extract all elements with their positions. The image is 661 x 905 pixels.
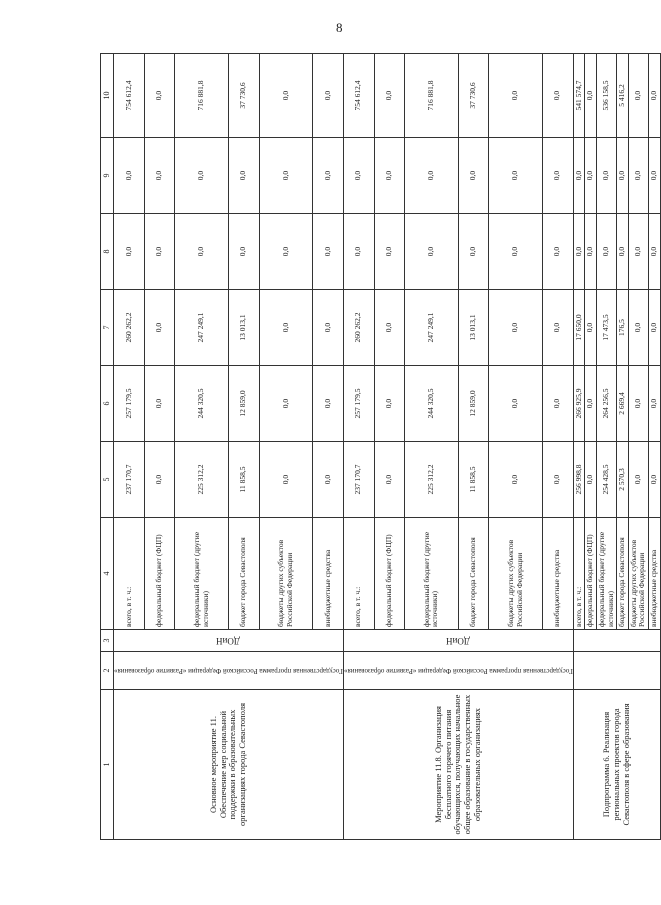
amount-cell-c7: 176,5 — [617, 290, 629, 366]
amount-cell-c9: 0,0 — [405, 138, 458, 214]
amount-cell-c8: 0,0 — [175, 214, 228, 290]
amount-cell-c8: 0,0 — [374, 214, 405, 290]
amount-cell-c8: 0,0 — [259, 214, 312, 290]
program-text: Государственная программа Российской Федерации «Развитие образования» — [114, 667, 343, 676]
header-cell: 9 — [101, 138, 114, 214]
page-number: 8 — [336, 20, 343, 35]
amount-cell-c10: 0,0 — [489, 54, 542, 138]
amount-cell-c9: 0,0 — [458, 138, 489, 214]
amount-cell-c5: 225 312,2 — [405, 442, 458, 518]
amount-cell-c6: 257 179,5 — [114, 366, 145, 442]
amount-cell-c6: 0,0 — [259, 366, 312, 442]
amount-cell-c10: 536 158,5 — [596, 54, 616, 138]
funding-source-cell: внебюджетные средства — [649, 518, 661, 630]
amount-cell-c5: 225 312,2 — [175, 442, 228, 518]
amount-cell-c7: 13 013,1 — [458, 290, 489, 366]
amount-cell-c6: 257 179,5 — [343, 366, 374, 442]
rotated-table-container — [100, 54, 658, 840]
amount-cell-c6: 264 256,5 — [596, 366, 616, 442]
amount-cell-c6: 12 859,0 — [228, 366, 259, 442]
amount-cell-c8: 0,0 — [649, 214, 661, 290]
header-cell: 1 — [101, 690, 114, 840]
amount-cell-c9: 0,0 — [573, 138, 585, 214]
activity-name-cell: Мероприятие 11.8. Организация бесплатного горячего питания обучающихся, получающих начальное общее образование в государственных образовательных организациях — [343, 690, 573, 840]
amount-cell-c8: 0,0 — [585, 214, 597, 290]
amount-cell-c8: 0,0 — [489, 214, 542, 290]
funding-source-cell: бюджеты других субъектов Российской Федерации — [259, 518, 312, 630]
executor-cell — [343, 630, 573, 652]
amount-cell-c7: 13 013,1 — [228, 290, 259, 366]
amount-cell-c7: 17 473,5 — [596, 290, 616, 366]
amount-cell-c9: 0,0 — [144, 138, 175, 214]
amount-cell-c5: 0,0 — [628, 442, 648, 518]
activity-name-cell: Подпрограмма 6. Реализация региональных проектов города Севастополя в сфере образования — [573, 690, 660, 840]
amount-cell-c10: 0,0 — [144, 54, 175, 138]
amount-cell-c5: 0,0 — [542, 442, 573, 518]
amount-cell-c9: 0,0 — [259, 138, 312, 214]
amount-cell-c10: 541 574,7 — [573, 54, 585, 138]
amount-cell-c6: 2 669,4 — [617, 366, 629, 442]
amount-cell-c9: 0,0 — [114, 138, 145, 214]
amount-cell-c8: 0,0 — [343, 214, 374, 290]
funding-source-cell: федеральный бюджет (другие источники) — [175, 518, 228, 630]
amount-cell-c9: 0,0 — [628, 138, 648, 214]
executor-text: ДОиН — [216, 635, 241, 646]
amount-cell-c10: 716 881,8 — [405, 54, 458, 138]
funding-source-cell: всего, в т. ч.: — [114, 518, 145, 630]
amount-cell-c7: 260 262,2 — [343, 290, 374, 366]
table-row — [114, 54, 145, 840]
amount-cell-c5: 0,0 — [649, 442, 661, 518]
amount-cell-c10: 0,0 — [542, 54, 573, 138]
header-cell: 3 — [101, 630, 114, 652]
amount-cell-c9: 0,0 — [489, 138, 542, 214]
amount-cell-c5: 0,0 — [313, 442, 344, 518]
amount-cell-c9: 0,0 — [343, 138, 374, 214]
amount-cell-c10: 37 730,6 — [228, 54, 259, 138]
amount-cell-c10: 5 416,2 — [617, 54, 629, 138]
header-cell: 8 — [101, 214, 114, 290]
amount-cell-c6: 244 320,5 — [175, 366, 228, 442]
amount-cell-c9: 0,0 — [649, 138, 661, 214]
amount-cell-c10: 0,0 — [649, 54, 661, 138]
amount-cell-c8: 0,0 — [596, 214, 616, 290]
amount-cell-c7: 0,0 — [259, 290, 312, 366]
funding-source-cell: федеральный бюджет (другие источники) — [405, 518, 458, 630]
executor-cell — [573, 630, 660, 652]
amount-cell-c7: 260 262,2 — [114, 290, 145, 366]
executor-text: ДОиН — [446, 635, 471, 646]
amount-cell-c7: 0,0 — [542, 290, 573, 366]
amount-cell-c5: 0,0 — [374, 442, 405, 518]
amount-cell-c5: 11 858,5 — [458, 442, 489, 518]
program-cell — [573, 652, 660, 690]
funding-source-cell: бюджет города Севастополя — [228, 518, 259, 630]
amount-cell-c5: 0,0 — [144, 442, 175, 518]
funding-source-cell: бюджет города Севастополя — [458, 518, 489, 630]
amount-cell-c7: 0,0 — [313, 290, 344, 366]
amount-cell-c10: 716 881,8 — [175, 54, 228, 138]
amount-cell-c6: 0,0 — [144, 366, 175, 442]
amount-cell-c8: 0,0 — [114, 214, 145, 290]
funding-source-cell: федеральный бюджет (ФЦП) — [585, 518, 597, 630]
amount-cell-c8: 0,0 — [313, 214, 344, 290]
amount-cell-c6: 0,0 — [628, 366, 648, 442]
amount-cell-c8: 0,0 — [542, 214, 573, 290]
amount-cell-c8: 0,0 — [405, 214, 458, 290]
amount-cell-c5: 254 428,5 — [596, 442, 616, 518]
amount-cell-c7: 247 249,1 — [175, 290, 228, 366]
funding-source-cell: бюджет города Севастополя — [617, 518, 629, 630]
amount-cell-c9: 0,0 — [228, 138, 259, 214]
amount-cell-c6: 0,0 — [542, 366, 573, 442]
funding-source-cell: бюджеты других субъектов Российской Федерации — [628, 518, 648, 630]
amount-cell-c8: 0,0 — [573, 214, 585, 290]
amount-cell-c10: 754 612,4 — [343, 54, 374, 138]
header-cell: 4 — [101, 518, 114, 630]
amount-cell-c6: 0,0 — [374, 366, 405, 442]
amount-cell-c7: 0,0 — [628, 290, 648, 366]
amount-cell-c10: 0,0 — [374, 54, 405, 138]
amount-cell-c6: 0,0 — [313, 366, 344, 442]
header-cell: 5 — [101, 442, 114, 518]
amount-cell-c10: 0,0 — [585, 54, 597, 138]
amount-cell-c6: 0,0 — [649, 366, 661, 442]
amount-cell-c6: 0,0 — [489, 366, 542, 442]
amount-cell-c7: 0,0 — [585, 290, 597, 366]
amount-cell-c5: 0,0 — [585, 442, 597, 518]
amount-cell-c7: 247 249,1 — [405, 290, 458, 366]
funding-source-cell: федеральный бюджет (другие источники) — [596, 518, 616, 630]
program-text: Государственная программа Российской Федерации «Развитие образования» — [343, 667, 573, 676]
amount-cell-c6: 12 859,0 — [458, 366, 489, 442]
budget-table — [100, 53, 661, 840]
amount-cell-c5: 11 858,5 — [228, 442, 259, 518]
table-row — [573, 54, 585, 840]
funding-source-cell: всего, в т. ч.: — [573, 518, 585, 630]
amount-cell-c6: 0,0 — [585, 366, 597, 442]
amount-cell-c10: 0,0 — [313, 54, 344, 138]
activity-name-cell: Основное мероприятие 11. Обеспечение мер социальной поддержки в образовательных организациях города Севастополя — [114, 690, 344, 840]
header-row — [101, 54, 114, 840]
funding-source-cell: бюджеты других субъектов Российской Федерации — [489, 518, 542, 630]
amount-cell-c10: 754 612,4 — [114, 54, 145, 138]
funding-source-cell: федеральный бюджет (ФЦП) — [374, 518, 405, 630]
amount-cell-c10: 0,0 — [259, 54, 312, 138]
program-cell — [114, 652, 344, 690]
amount-cell-c9: 0,0 — [313, 138, 344, 214]
header-cell: 10 — [101, 54, 114, 138]
amount-cell-c6: 244 320,5 — [405, 366, 458, 442]
executor-cell — [114, 630, 344, 652]
amount-cell-c10: 0,0 — [628, 54, 648, 138]
header-cell: 6 — [101, 366, 114, 442]
header-cell: 2 — [101, 652, 114, 690]
funding-source-cell: внебюджетные средства — [542, 518, 573, 630]
amount-cell-c6: 266 925,9 — [573, 366, 585, 442]
amount-cell-c8: 0,0 — [144, 214, 175, 290]
amount-cell-c7: 0,0 — [649, 290, 661, 366]
funding-source-cell: федеральный бюджет (ФЦП) — [144, 518, 175, 630]
amount-cell-c9: 0,0 — [374, 138, 405, 214]
amount-cell-c5: 0,0 — [259, 442, 312, 518]
amount-cell-c8: 0,0 — [628, 214, 648, 290]
amount-cell-c9: 0,0 — [596, 138, 616, 214]
amount-cell-c5: 237 170,7 — [343, 442, 374, 518]
amount-cell-c7: 17 650,0 — [573, 290, 585, 366]
amount-cell-c5: 0,0 — [489, 442, 542, 518]
amount-cell-c9: 0,0 — [585, 138, 597, 214]
program-cell — [343, 652, 573, 690]
amount-cell-c7: 0,0 — [374, 290, 405, 366]
amount-cell-c7: 0,0 — [144, 290, 175, 366]
amount-cell-c9: 0,0 — [175, 138, 228, 214]
header-cell: 7 — [101, 290, 114, 366]
amount-cell-c9: 0,0 — [617, 138, 629, 214]
amount-cell-c8: 0,0 — [617, 214, 629, 290]
amount-cell-c5: 2 570,3 — [617, 442, 629, 518]
amount-cell-c8: 0,0 — [458, 214, 489, 290]
amount-cell-c9: 0,0 — [542, 138, 573, 214]
table-row — [343, 54, 374, 840]
amount-cell-c5: 237 170,7 — [114, 442, 145, 518]
funding-source-cell: всего, в т. ч.: — [343, 518, 374, 630]
amount-cell-c8: 0,0 — [228, 214, 259, 290]
amount-cell-c5: 256 998,8 — [573, 442, 585, 518]
amount-cell-c10: 37 730,6 — [458, 54, 489, 138]
amount-cell-c7: 0,0 — [489, 290, 542, 366]
funding-source-cell: внебюджетные средства — [313, 518, 344, 630]
